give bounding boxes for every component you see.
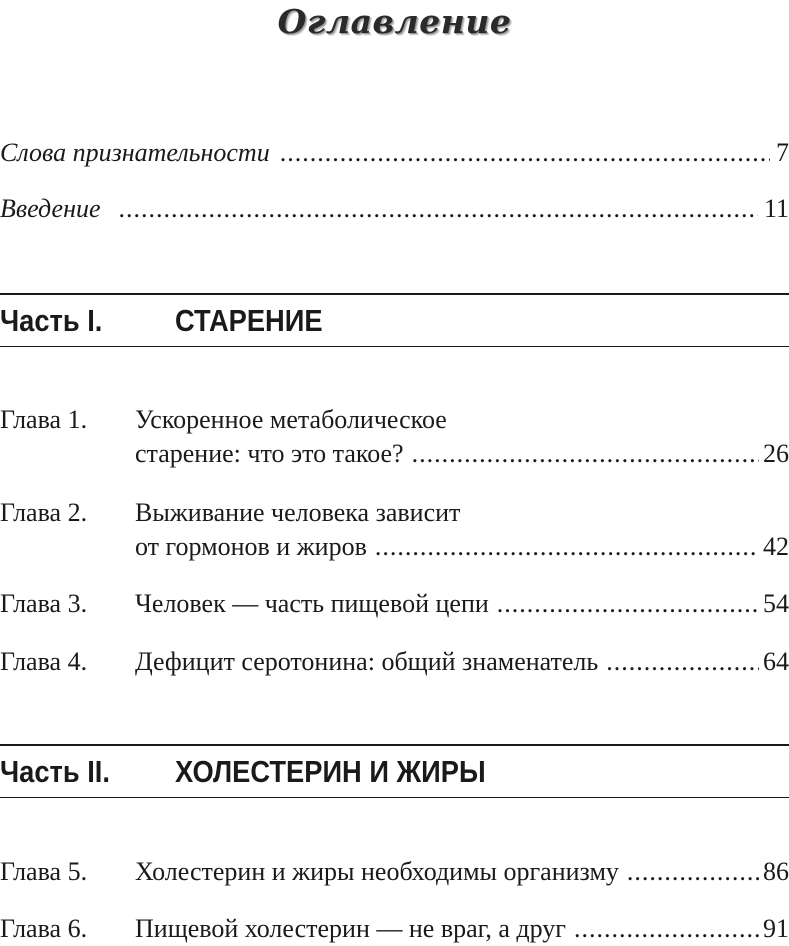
chapter-number: Глава 2.: [0, 498, 88, 527]
part-title: СТАРЕНИЕ: [175, 303, 323, 338]
part-heading-1: [0, 293, 789, 347]
chapter-title-line: Пищевой холестерин — не враг, а друг: [135, 914, 566, 943]
entry-title: Введение: [0, 194, 101, 223]
chapter-title-line: от гормонов и жиров: [135, 532, 367, 561]
entry-title: Слова признательности: [0, 138, 270, 167]
dot-leader: [574, 912, 759, 946]
chapter-title-line: Ускоренное метаболическое: [135, 405, 447, 434]
page-number: 11: [763, 194, 789, 223]
page-number: 64: [763, 647, 789, 676]
part-heading-2: [0, 744, 789, 798]
page-number: 54: [763, 589, 789, 618]
chapter-title-line: Холестерин и жиры необходимы организму: [135, 857, 619, 886]
dot-leader: [606, 645, 759, 679]
dot-leader: [412, 437, 759, 471]
part-title: ХОЛЕСТЕРИН И ЖИРЫ: [175, 754, 486, 789]
chapter-number: Глава 1.: [0, 405, 88, 434]
page-number: 7: [776, 138, 789, 167]
chapter-title-line: Выживание человека зависит: [135, 498, 461, 527]
dot-leader: [375, 530, 759, 564]
page-number: 26: [763, 439, 789, 468]
chapter-number: Глава 5.: [0, 857, 88, 886]
toc-entry-acknowledgments[interactable]: [0, 136, 789, 170]
dot-leader: [280, 136, 770, 170]
dot-leader: [497, 587, 759, 621]
part-label: Часть I.: [0, 303, 103, 338]
chapter-number: Глава 4.: [0, 647, 88, 676]
page-number: 86: [763, 857, 789, 886]
dot-leader: [119, 192, 758, 226]
chapter-title-line: Человек — часть пищевой цепи: [135, 589, 489, 618]
part-label: Часть II.: [0, 754, 110, 789]
chapter-number: Глава 3.: [0, 589, 88, 618]
page-title: Оглавление: [277, 2, 512, 41]
chapter-title-line: Дефицит серотонина: общий знаменатель: [135, 647, 599, 676]
chapter-number: Глава 6.: [0, 914, 88, 943]
chapter-title-line: старение: что это такое?: [135, 439, 404, 468]
page-number: 91: [763, 914, 789, 943]
page-number: 42: [763, 532, 789, 561]
toc-entry-introduction[interactable]: [0, 192, 789, 226]
dot-leader: [627, 855, 759, 889]
